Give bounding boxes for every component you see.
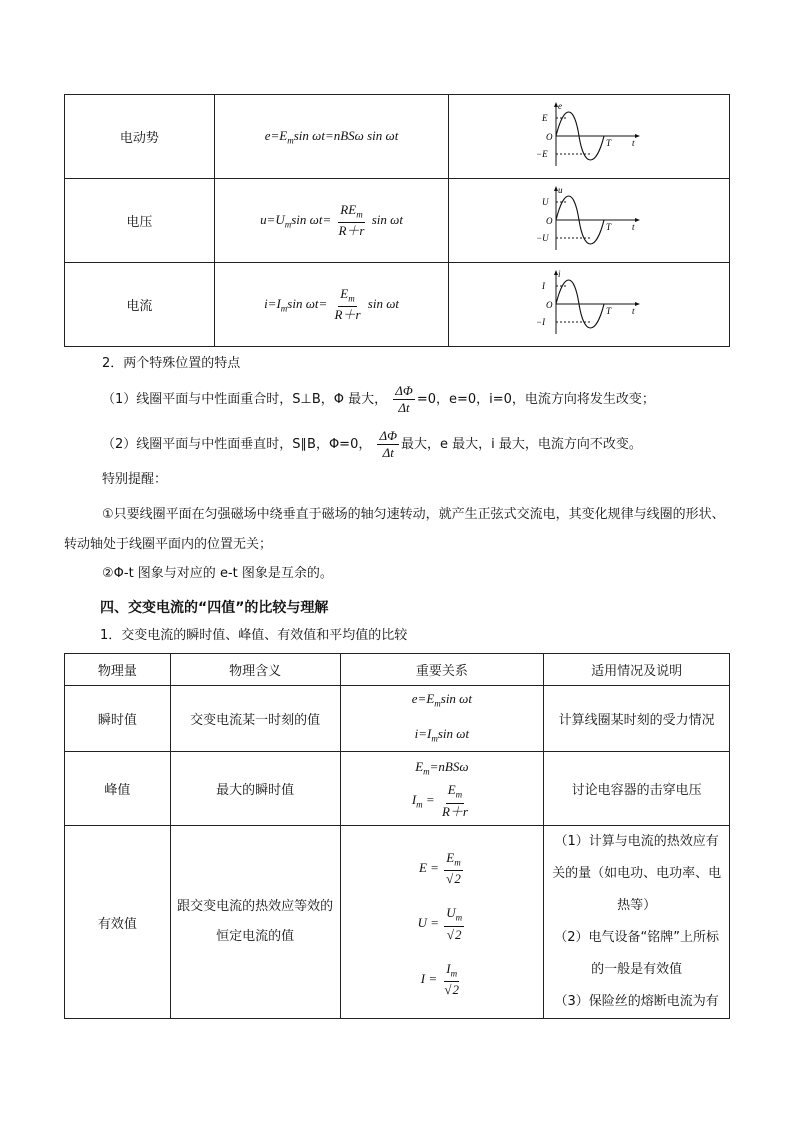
sine-graph xyxy=(534,100,644,170)
row-relation: E = $\frac{E_m}{√2}$ U = $\frac{U_m}{√2}$ I = $\frac{I_m}{√2}$ xyxy=(340,826,544,1019)
row-note: （1）计算与电流的热效应有关的量（如电功、电功率、电热等） （2）电气设备“铭牌”上所标的一般是有效值 （3）保险丝的熔断电流为有 xyxy=(544,826,730,1019)
period-label: T xyxy=(606,137,612,148)
max-label: E xyxy=(542,112,548,123)
row-name: 有效值 xyxy=(65,826,171,1019)
table-row xyxy=(65,179,730,263)
period-label: T xyxy=(606,305,612,316)
header-meaning: 物理含义 xyxy=(170,654,340,686)
y-label: e xyxy=(558,100,563,111)
table-row xyxy=(65,95,730,179)
current-formula: $i=I_m\sin$ ωt= $\frac{E_m}{R+r}$ sin ωt xyxy=(214,263,449,347)
table-row xyxy=(65,826,730,1019)
row-meaning: 最大的瞬时值 xyxy=(170,752,340,826)
table-row xyxy=(65,263,730,347)
min-label: −I xyxy=(536,316,546,327)
x-label: t xyxy=(632,305,635,316)
row-relation: $e=E_m\sin$ ωt $i=I_m\sin$ ωt xyxy=(340,686,544,752)
tip-1: ①只要线圈平面在匀强磁场中绕垂直于磁场的轴匀速转动，就产生正弦式交流电，其变化规律与线圈的形状、转动轴处于线圈平面内的位置无关； xyxy=(64,507,725,552)
sine-graph xyxy=(534,268,644,338)
header-relation: 重要关系 xyxy=(340,654,544,686)
sine-graph xyxy=(534,184,644,254)
table-row xyxy=(65,752,730,826)
max-label: I xyxy=(542,280,546,291)
period-label: T xyxy=(606,221,612,232)
voltage-graph xyxy=(449,179,730,263)
row-name: 电压 xyxy=(65,179,215,263)
row-name: 峰值 xyxy=(65,752,171,826)
section-subheading: 1．交变电流的瞬时值、峰值、有效值和平均值的比较 xyxy=(100,628,408,643)
min-label: −U xyxy=(536,232,549,243)
origin-label: O xyxy=(546,131,553,142)
section-heading: 2．两个特殊位置的特点 xyxy=(102,356,241,371)
paragraph-perpendicular: （2）线圈平面与中性面垂直时，S∥B，Φ=0， $\frac{\Delta\Phi}{\Delta t}$ 最大，e 最大，i 最大，电流方向不改变。 xyxy=(102,428,642,460)
row-meaning: 交变电流某一时刻的值 xyxy=(170,686,340,752)
origin-label: O xyxy=(546,215,553,226)
current-graph xyxy=(449,263,730,347)
four-values-table xyxy=(64,653,730,1019)
row-note: 讨论电容器的击穿电压 xyxy=(544,752,730,826)
min-label: −E xyxy=(536,148,548,159)
paragraph-neutral-plane: （1）线圈平面与中性面重合时，S⊥B，Φ 最大， $\frac{\Delta\Phi}{\Delta t}$ =0，e=0，i=0，电流方向将发生改变； xyxy=(102,383,655,415)
tip-2: ②Φ-t 图象与对应的 e-t 图象是互余的。 xyxy=(102,566,333,581)
y-label: u xyxy=(558,184,563,195)
x-label: t xyxy=(632,137,635,148)
emf-formula: $e=E_m\sin$ ωt=nBSω sin ωt xyxy=(214,95,449,179)
table-header-row xyxy=(65,654,730,686)
y-label: i xyxy=(558,268,561,279)
tip-title: 特别提醒： xyxy=(102,472,168,487)
table-row xyxy=(65,686,730,752)
ac-expression-table xyxy=(64,94,730,347)
header-quantity: 物理量 xyxy=(65,654,171,686)
row-meaning: 跟交变电流的热效应等效的恒定电流的值 xyxy=(170,826,340,1019)
row-relation: $E_m=nBS\omega$ $I_m$ = $\frac{E_m}{R+r}$ xyxy=(340,752,544,826)
max-label: U xyxy=(542,196,549,207)
row-name: 电动势 xyxy=(65,95,215,179)
section-heading-four-values: 四、交变电流的“四值”的比较与理解 xyxy=(100,600,329,616)
x-label: t xyxy=(632,221,635,232)
row-name: 电流 xyxy=(65,263,215,347)
emf-graph xyxy=(449,95,730,179)
origin-label: O xyxy=(546,299,553,310)
row-note: 计算线圈某时刻的受力情况 xyxy=(544,686,730,752)
voltage-formula: $u=U_m\sin$ ωt= $\frac{RE_m}{R+r}$ sin ωt xyxy=(214,179,449,263)
row-name: 瞬时值 xyxy=(65,686,171,752)
header-notes: 适用情况及说明 xyxy=(544,654,730,686)
